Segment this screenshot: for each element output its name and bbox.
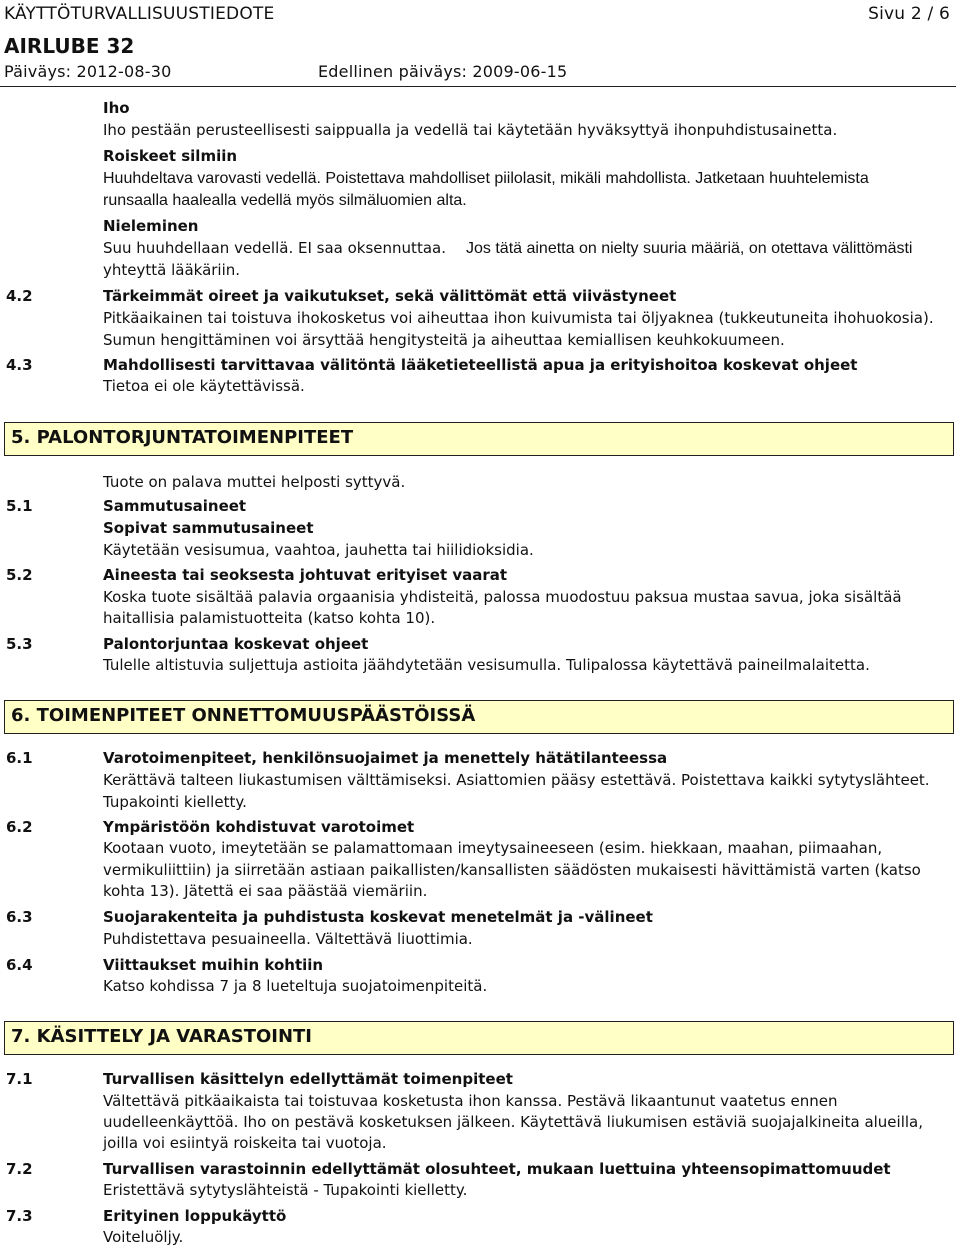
section-5-title-box xyxy=(4,422,954,456)
section-5-intro: Tuote on palava muttei helposti syttyvä. xyxy=(103,473,406,491)
section-7-1-number: 7.1 xyxy=(6,1070,33,1088)
section-7-2-heading: Turvallisen varastoinnin edellyttämät olosuhteet, mukaan luettuina yhteensopimattomuudet xyxy=(103,1160,891,1178)
section-5-2-text-1: Koska tuote sisältää palavia orgaanisia yhdisteitä, palossa muodostuu paksua mustaa savua, joka sisältää xyxy=(103,588,902,606)
section-6-1-number: 6.1 xyxy=(6,749,33,767)
skin-text: Iho pestään perusteellisesti saippualla ja vedellä tai käytetään hyväksyttyä ihonpuhdistusainetta. xyxy=(103,121,838,139)
section-4-3-text: Tietoa ei ole käytettävissä. xyxy=(103,377,305,395)
section-4-2-text-1: Pitkäaikainen tai toistuva ihokosketus voi aiheuttaa ihon kuivumista tai öljyaknea (tukkeutuneita ihohuokosia). xyxy=(103,309,934,327)
section-6-title-box xyxy=(4,700,954,734)
section-6-4-text: Katso kohdissa 7 ja 8 lueteltuja suojatoimenpiteitä. xyxy=(103,977,488,995)
section-6-3-text: Puhdistettava pesuaineella. Vältettävä liuottimia. xyxy=(103,930,473,948)
section-4-2-heading: Tärkeimmät oireet ja vaikutukset, sekä välittömät että viivästyneet xyxy=(103,287,677,305)
section-5-3-text: Tulelle altistuvia suljettuja astioita jäähdytetään vesisumulla. Tulipalossa käytettävä paineilmalaitetta. xyxy=(103,656,870,674)
section-7-1-text-2: uudelleenkäyttöä. Iho on pestävä kosketuksen jälkeen. Käytettävä liukumisen estäviä suojajalkineita alueilla, xyxy=(103,1113,923,1131)
section-6-3-heading: Suojarakenteita ja puhdistusta koskevat menetelmät ja -välineet xyxy=(103,908,653,926)
section-4-2-text-2: Sumun hengittäminen voi ärsyttää hengitysteitä ja aiheuttaa kemiallisen keuhkokuumeen. xyxy=(103,331,785,349)
section-6-1-text-1: Kerättävä talteen liukastumisen välttämiseksi. Asiattomien pääsy estettävä. Poistettava kaikki sytytyslähteet. xyxy=(103,771,930,789)
ingestion-text-2: yhteyttä lääkäriin. xyxy=(103,261,241,279)
section-5-1-heading: Sammutusaineet xyxy=(103,497,247,515)
section-7-2-number: 7.2 xyxy=(6,1160,33,1178)
eyes-heading: Roiskeet silmiin xyxy=(103,147,238,165)
section-4-3-number: 4.3 xyxy=(6,356,33,374)
section-7-1-text-1: Vältettävä pitkäaikaista tai toistuvaa kosketusta ihon kanssa. Pestävä likaantunut vaatetus ennen xyxy=(103,1092,838,1110)
section-4-2-number: 4.2 xyxy=(6,287,33,305)
section-7-1-text-3: joilla voi esiintyä roiskeita tai vuotoja. xyxy=(103,1134,387,1152)
section-6-4-heading: Viittaukset muihin kohtiin xyxy=(103,956,324,974)
section-7-2-text: Eristettävä sytytyslähteistä - Tupakointi kielletty. xyxy=(103,1181,468,1199)
product-name: AIRLUBE 32 xyxy=(4,34,135,58)
section-5-title: 5. PALONTORJUNTATOIMENPITEET xyxy=(11,427,354,448)
section-5-1-number: 5.1 xyxy=(6,497,33,515)
section-7-title: 7. KÄSITTELY JA VARASTOINTI xyxy=(11,1026,313,1047)
section-7-title-box xyxy=(4,1021,954,1055)
section-6-2-text-3: kohta 13). Jätettä ei saa päästää viemäriin. xyxy=(103,882,428,900)
section-7-3-heading: Erityinen loppukäyttö xyxy=(103,1207,287,1225)
header-divider xyxy=(0,86,956,87)
section-5-3-number: 5.3 xyxy=(6,635,33,653)
section-6-1-heading: Varotoimenpiteet, henkilönsuojaimet ja menettely hätätilanteessa xyxy=(103,749,668,767)
section-5-3-heading: Palontorjuntaa koskevat ohjeet xyxy=(103,635,369,653)
document-type: KÄYTTÖTURVALLISUUSTIEDOTE xyxy=(4,4,275,24)
eyes-text-2: runsaalla haalealla vedellä myös silmäluomien alta. xyxy=(103,192,467,209)
revision-date: Päiväys: 2012-08-30 xyxy=(4,62,172,81)
section-5-2-text-2: haitallisia palamistuotteita (katso kohta 10). xyxy=(103,609,436,627)
section-5-1-text: Käytetään vesisumua, vaahtoa, jauhetta tai hiilidioksidia. xyxy=(103,541,534,559)
section-5-2-heading: Aineesta tai seoksesta johtuvat erityiset vaarat xyxy=(103,566,508,584)
page-number: Sivu 2 / 6 xyxy=(868,4,950,24)
section-6-2-text-1: Kootaan vuoto, imeytetään se palamattomaan imeytysaineeseen (esim. hiekkaan, maahan, piimaahan, xyxy=(103,839,883,857)
section-6-1-text-2: Tupakointi kielletty. xyxy=(103,793,247,811)
ingestion-text-1a: Suu huuhdellaan vedellä. EI saa oksennuttaa. xyxy=(103,239,446,257)
section-5-1-subheading: Sopivat sammutusaineet xyxy=(103,519,314,537)
section-7-3-text: Voiteluöljy. xyxy=(103,1228,184,1246)
ingestion-text-1b: Jos tätä ainetta on nielty suuria määriä, on otettava välittömästi xyxy=(466,240,913,257)
skin-heading: Iho xyxy=(103,99,130,117)
section-6-4-number: 6.4 xyxy=(6,956,33,974)
section-6-3-number: 6.3 xyxy=(6,908,33,926)
section-4-3-heading: Mahdollisesti tarvittavaa välitöntä lääketieteellistä apua ja erityishoitoa koskevat ohjeet xyxy=(103,356,858,374)
section-5-2-number: 5.2 xyxy=(6,566,33,584)
section-6-2-heading: Ympäristöön kohdistuvat varotoimet xyxy=(103,818,415,836)
section-6-2-text-2: vermikuliittiin) ja siirretään astiaan paikallisten/kansallisten säädösten mukaisesti hävittämistä varten (katso xyxy=(103,861,921,879)
section-7-3-number: 7.3 xyxy=(6,1207,33,1225)
eyes-text-1: Huuhdeltava varovasti vedellä. Poistettava mahdolliset piilolasit, mikäli mahdollista. Jatketaan huuhtelemista xyxy=(103,170,869,187)
section-7-1-heading: Turvallisen käsittelyn edellyttämät toimenpiteet xyxy=(103,1070,513,1088)
previous-date: Edellinen päiväys: 2009-06-15 xyxy=(318,62,568,81)
section-6-2-number: 6.2 xyxy=(6,818,33,836)
ingestion-heading: Nieleminen xyxy=(103,217,199,235)
section-6-title: 6. TOIMENPITEET ONNETTOMUUSPÄÄSTÖISSÄ xyxy=(11,705,476,726)
